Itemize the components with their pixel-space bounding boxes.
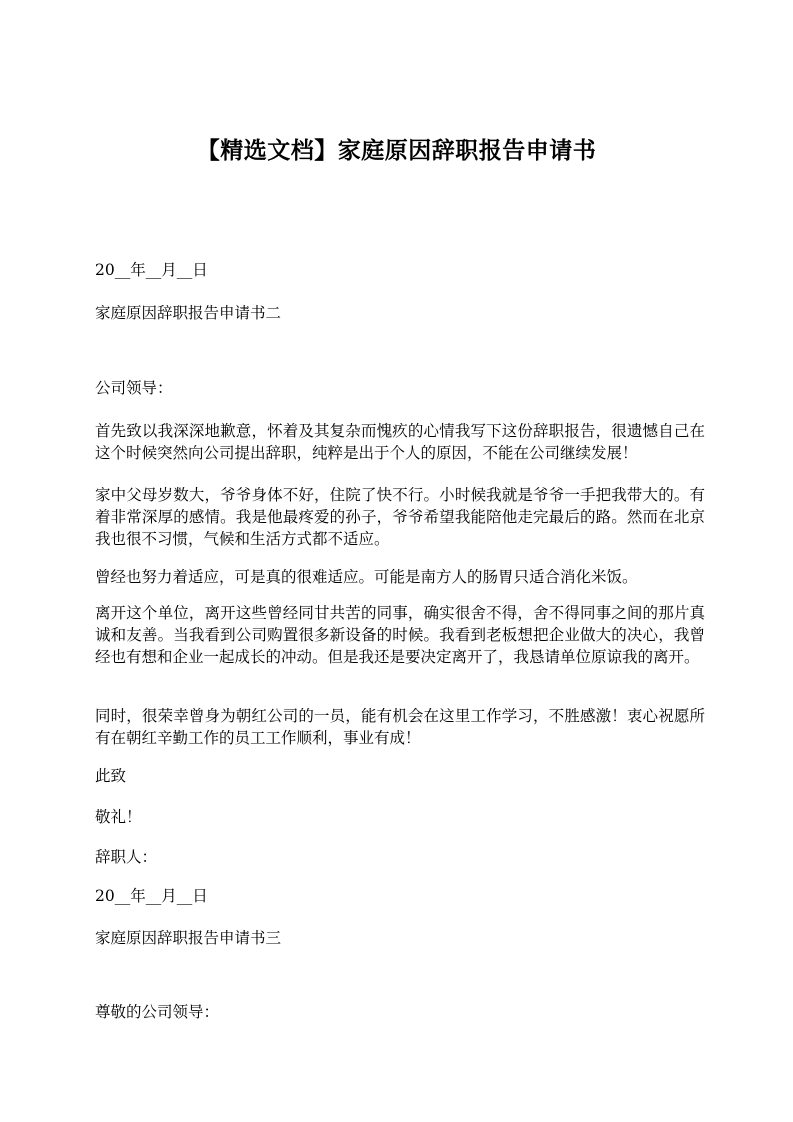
paragraph-5 [95,705,705,749]
salutation: 公司领导： [95,379,173,397]
paragraph-text: 同时，很荣幸曾身为朝红公司的一员，能有机会在这里工作学习，不胜感激！衷心祝愿所有在朝红辛勤工作的员工工作顺利，事业有成！ [95,707,705,747]
paragraph-1 [95,420,705,464]
section-heading [95,302,705,324]
document-title: 【精选文档】家庭原因辞职报告申请书 [196,138,597,164]
paragraph-text: 离开这个单位，离开这些曾经同甘共苦的同事，确实很舍不得，舍不得同事之间的那片真诚和友善。当我看到公司购置很多新设备的时候。我看到老板想把企业做大的决心，我曾经也有想和企业一起成长的冲动。但是我还是要决定离开了，我恳请单位原谅我的离开。 [95,604,705,666]
salutation-block [95,377,705,399]
salutation-block-3 [95,1001,705,1023]
closing-block [95,765,705,787]
paragraph-3 [95,566,705,588]
paragraph-4 [95,602,705,668]
date-line-2 [95,885,705,907]
paragraph-text: 家中父母岁数大，爷爷身体不好，住院了快不行。小时候我就是爷爷一手把我带大的。有着非常深厚的感情。我是他最疼爱的孙子，爷爷希望我能陪他走完最后的路。然而在北京我也很不习惯，气候和生活方式都不适应。 [95,486,705,548]
salutation-3: 尊敬的公司领导： [95,1003,220,1021]
closing-2: 敬礼！ [95,808,142,826]
signature-label: 辞职人： [95,848,158,866]
date-text: 20__年__月__日 [95,261,208,279]
paragraph-text: 曾经也努力着适应，可是真的很难适应。可能是南方人的肠胃只适合消化米饭。 [95,568,638,586]
closing-1: 此致 [95,767,127,785]
date-text-2: 20__年__月__日 [95,887,208,905]
date-line [95,259,705,281]
paragraph-2 [95,484,705,550]
section-2-heading: 家庭原因辞职报告申请书二 [95,304,282,322]
closing-block-2 [95,806,705,828]
paragraph-text: 首先致以我深深地歉意，怀着及其复杂而愧疚的心情我写下这份辞职报告，很遗憾自己在这个时候突然向公司提出辞职，纯粹是出于个人的原因，不能在公司继续发展！ [95,422,705,462]
signature-block [95,846,705,868]
section-heading-3 [95,927,705,949]
section-3-heading: 家庭原因辞职报告申请书三 [95,929,282,947]
